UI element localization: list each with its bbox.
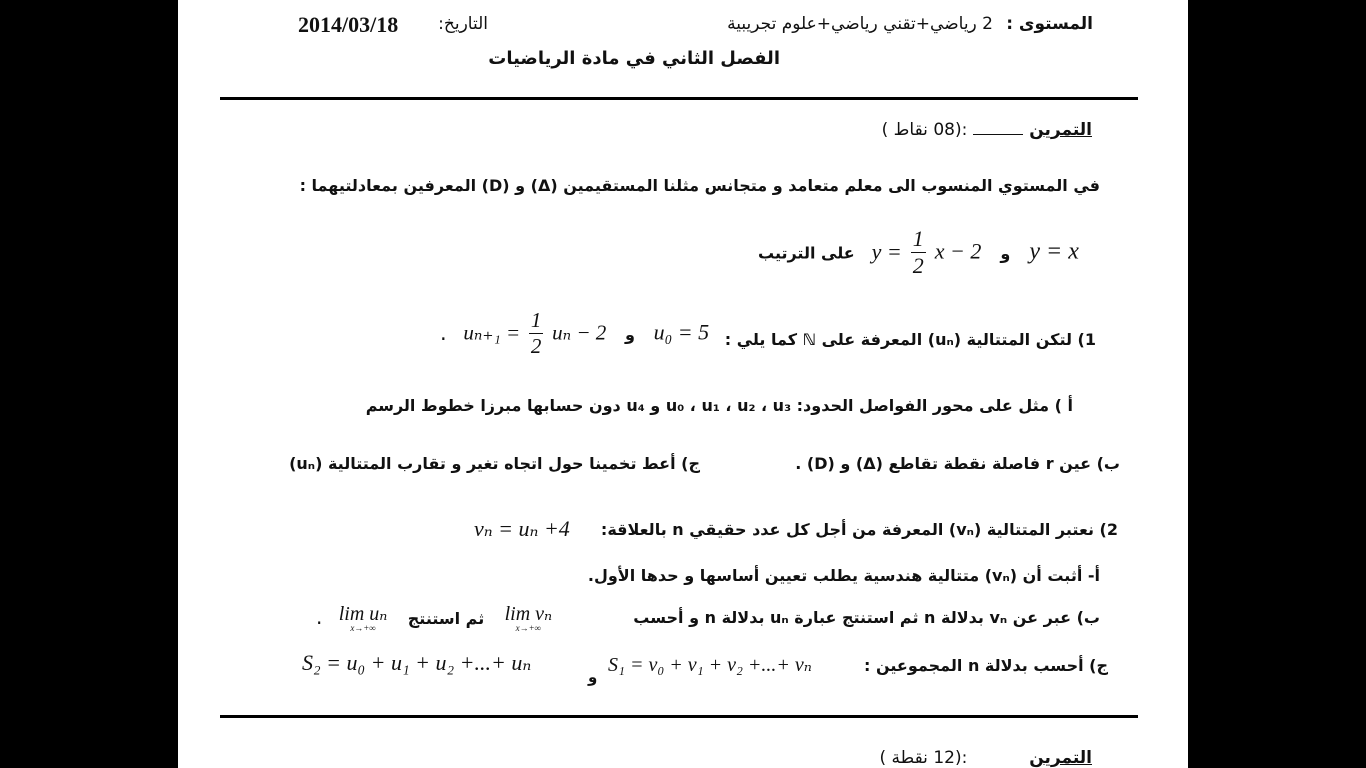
header-divider [220, 97, 1138, 100]
page-title: الفصل الثاني في مادة الرياضيات [488, 48, 780, 69]
eq2-den: 2 [912, 253, 924, 278]
lim-v-expr: lim vₙ [504, 603, 553, 625]
date-value: 2014/03/18 [298, 12, 399, 37]
q2b-mid: ثم استنتج [407, 609, 485, 628]
exercise1-intro: في المستوي المنسوب الى معلم متعامد و متجانس مثلنا المستقيمين (Δ) و (D) المعرفين بمعادلتيهما : [299, 176, 1100, 195]
question-c: ج) أعط تخمينا حول اتجاه تغير و تقارب المتتالية (uₙ) [289, 454, 700, 473]
lim-u-expr: lim uₙ [338, 603, 388, 625]
eq2-fraction [911, 228, 926, 277]
equations-line [758, 228, 1079, 277]
q2c-and: و [588, 668, 598, 686]
exercise1-heading [882, 120, 1092, 140]
q2c-s1: S₁ = v₀ + v₁ + v₂ +...+ vₙ [608, 654, 812, 676]
level-label: المستوى : [1006, 14, 1093, 34]
level-value: 2 رياضي+تقني رياضي+علوم تجريبية [727, 14, 993, 34]
lim-u [339, 604, 388, 633]
equations-suffix: على الترتيب [758, 243, 855, 263]
exercise2-label: التمرين [1029, 748, 1092, 768]
lim-v [505, 604, 553, 633]
document-page [178, 0, 1188, 768]
exercise1-label: التمرين [1029, 120, 1092, 140]
exercise1-points: :(08 نقاط ) [881, 120, 968, 140]
q1-u0: u₀ = 5 [653, 319, 710, 345]
q1-text: 1) لتكن المتتالية (uₙ) المعرفة على ℕ كما يلي : [724, 330, 1096, 349]
exercise-divider [220, 715, 1138, 718]
q1-end: . [440, 320, 447, 345]
q1-and: و [624, 324, 635, 344]
q2b-text: ب) عبر عن vₙ بدلالة n ثم استنتج عبارة uₙ بدلالة n و أحسب [633, 608, 1100, 627]
q1-line [440, 310, 709, 357]
q1-rec-den: 2 [530, 334, 542, 358]
eq-and: و [1000, 243, 1011, 263]
eq2-num: 1 [912, 226, 924, 251]
lim-v-sub: x→+∞ [515, 623, 542, 633]
q1-rec-num: 1 [530, 308, 542, 332]
q1-rec-rest: uₙ − 2 [552, 320, 607, 345]
q2-formula: vₙ = uₙ +4 [474, 516, 570, 541]
q1-rec-fraction [529, 310, 544, 357]
eq2-rest: x − 2 [934, 238, 982, 264]
q2b-end: . [316, 605, 323, 629]
question-b: ب) عين r فاصلة نقطة تقاطع (Δ) و (D) . [795, 454, 1120, 473]
lim-u-sub: x→+∞ [350, 623, 376, 633]
eq2-lhs: y = [871, 238, 902, 264]
q2c-s2: S₂ = u₀ + u₁ + u₂ +...+ uₙ [302, 650, 532, 675]
q2b-limits [316, 604, 552, 633]
eq1: y = x [1029, 238, 1079, 265]
exercise2-points: :(12 نقطة ) [879, 748, 968, 768]
q2c-text: ج) أحسب بدلالة n المجموعين : [864, 656, 1108, 675]
exercise2-heading [879, 748, 1092, 768]
q1-rec-lhs: uₙ₊₁ = [463, 320, 521, 345]
q2-text: 2) نعتبر المتتالية (vₙ) المعرفة من أجل كل عدد حقيقي n بالعلاقة: [600, 520, 1118, 539]
date-label: التاريخ: [438, 14, 488, 34]
question-a: أ ) مثل على محور الفواصل الحدود: u₀ ، u₁ ، u₂ ، u₃ و u₄ دون حسابها مبرزا خطوط الرسم [365, 396, 1073, 415]
question-2a: أ- أثبت أن (vₙ) متتالية هندسية يطلب تعيين أساسها و حدها الأول. [587, 566, 1100, 585]
